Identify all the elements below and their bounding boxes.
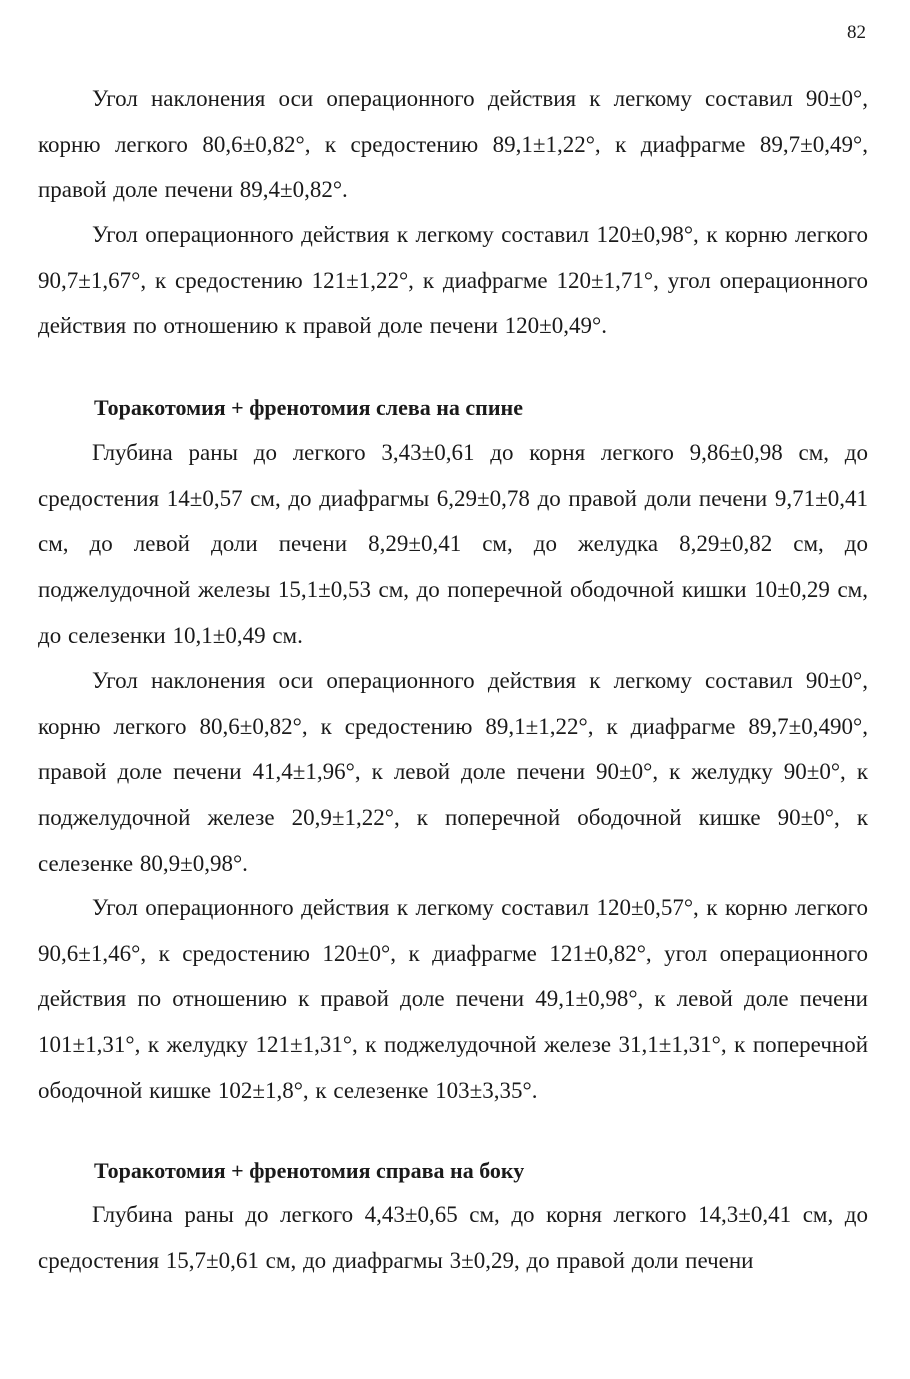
paragraph — [38, 1192, 868, 1283]
section-heading-text: Торакотомия + френотомия слева на спине — [94, 395, 523, 420]
section-heading — [38, 1156, 868, 1186]
paragraph-text: Глубина раны до легкого 3,43±0,61 до корня легкого 9,86±0,98 см, до средостения 14±0,57 см, до диафрагмы 6,29±0,78 до правой доли печени 9,71±0,41 см, до левой доли печени 8,29±0,41 см, до желудка 8,29±0,82 см, до поджелудочной железы 15,1±0,53 см, до поперечной ободочной кишки 10±0,29 см, до селезенки 10,1±0,49 см. — [38, 440, 868, 648]
section-heading — [38, 393, 868, 423]
paragraph-text: Глубина раны до легкого 4,43±0,65 см, до корня легкого 14,3±0,41 см, до средостения 15,7±0,61 см, до диафрагмы 3±0,29, до правой доли печени — [38, 1202, 868, 1273]
paragraph-text: Угол операционного действия к легкому составил 120±0,57°, к корню легкого 90,6±1,46°, к средостению 120±0°, к диафрагме 121±0,82°, угол операционного действия по отношению к правой доле печени 49,1±0,98°, к левой доле печени 101±1,31°, к желудку 121±1,31°, к поджелудочной железе 31,1±1,31°, к поперечной ободочной кишке 102±1,8°, к селезенке 103±3,35°. — [38, 895, 868, 1103]
paragraph-text: Угол наклонения оси операционного действия к легкому составил 90±0°, корню легкого 80,6±0,82°, к средостению 89,1±1,22°, к диафрагме 89,7±0,490°, правой доле печени 41,4±1,96°, к левой доле печени 90±0°, к желудку 90±0°, к поджелудочной железе 20,9±1,22°, к поперечной ободочной кишке 90±0°, к селезенке 80,9±0,98°. — [38, 668, 868, 876]
paragraph — [38, 76, 868, 213]
section-heading-text: Торакотомия + френотомия справа на боку — [94, 1158, 525, 1183]
paragraph — [38, 212, 868, 349]
paragraph-text: Угол операционного действия к легкому составил 120±0,98°, к корню легкого 90,7±1,67°, к средостению 121±1,22°, к диафрагме 120±1,71°, угол операционного действия по отношению к правой доле печени 120±0,49°. — [38, 222, 868, 339]
paragraph-text: Угол наклонения оси операционного действия к легкому составил 90±0°, корню легкого 80,6±0,82°, к средостению 89,1±1,22°, к диафрагме 89,7±0,49°, правой доле печени 89,4±0,82°. — [38, 86, 868, 203]
page-number: 82 — [847, 22, 866, 43]
paragraph — [38, 658, 868, 887]
paragraph — [38, 885, 868, 1114]
paragraph — [38, 430, 868, 659]
